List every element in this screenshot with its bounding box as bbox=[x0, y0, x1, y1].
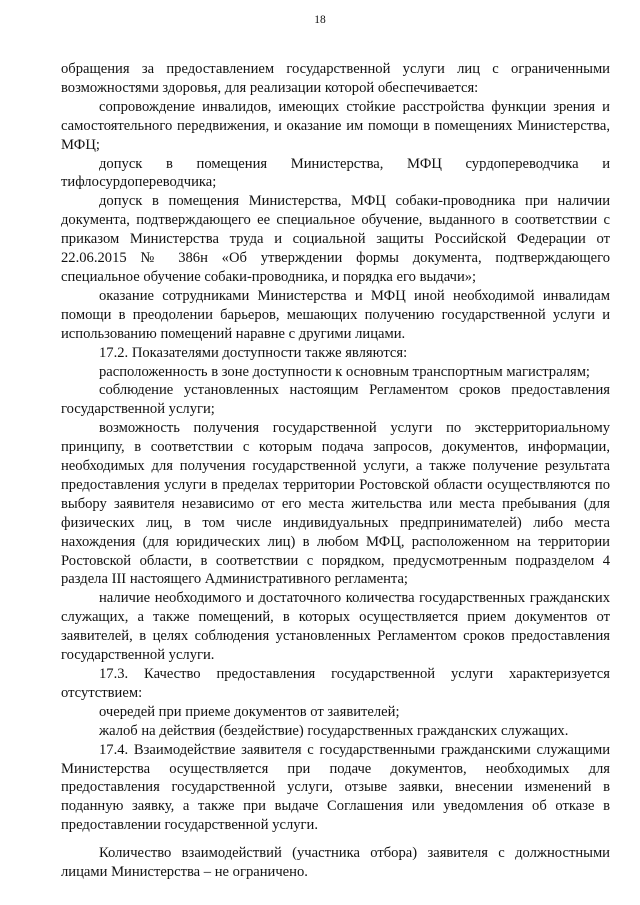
paragraph: сопровождение инвалидов, имеющих стойкие расстройства функции зрения и самостоятельного передвижения, и оказание им помощи в помещениях Министерства, МФЦ; bbox=[61, 98, 610, 153]
paragraph: очередей при приеме документов от заявителей; bbox=[99, 703, 400, 720]
paragraph: оказание сотрудниками Министерства и МФЦ иной необходимой инвалидам помощи в преодолении барьеров, мешающих получению государственной услуги и использованию помещений наравне с другими лицами. bbox=[61, 287, 610, 342]
paragraph: соблюдение установленных настоящим Регламентом сроков предоставления государственной услуги; bbox=[61, 382, 610, 418]
paragraph: наличие необходимого и достаточного количества государственных гражданских служащих, а также помещений, в которых осуществляется прием документов от заявителей, в целях соблюдения установленных Регламентом сроков предоставления государственной услуги. bbox=[61, 590, 610, 664]
paragraph: 17.3. Качество предоставления государственной услуги характеризуется отсутствием: bbox=[61, 666, 610, 701]
document-body bbox=[61, 60, 610, 882]
paragraph: допуск в помещения Министерства, МФЦ сурдопереводчика и тифлосурдопереводчика; bbox=[61, 155, 610, 191]
paragraph: допуск в помещения Министерства, МФЦ собаки-проводника при наличии документа, подтверждающего ее специальное обучение, выданного в соответствии с приказом Министерства труда и социальной защиты Российской Федерации от 22.06.2015 № 386н «Об утверждении формы документа, подтверждающего специальное обучение собаки-проводника, и порядка его выдачи»; bbox=[61, 193, 610, 285]
page-number: 18 bbox=[314, 14, 326, 26]
paragraph: возможность получения государственной услуги по экстерриториальному принципу, в соответствии с которым подача запросов, документов, информации, необходимых для получения государственной услуги, а также получение результата предоставления услуги в пределах территории Ростовской области осуществляются по выбору заявителя независимо от его места жительства или места пребывания (для физических лиц, в том числе индивидуальных предпринимателей) либо места нахождения (для юридических лиц) в любом МФЦ, расположенном на территории Ростовской области, в соответствии с порядком, предусмотренным подразделом 4 раздела III настоящего Административного регламента; bbox=[61, 420, 610, 588]
paragraph: Количество взаимодействий (участника отбора) заявителя с должностными лицами Министерства – не ограничено. bbox=[61, 845, 610, 881]
paragraph: жалоб на действия (бездействие) государственных гражданских служащих. bbox=[99, 722, 569, 739]
paragraph: обращения за предоставлением государственной услуги лиц с ограниченными возможностями здоровья, для реализации которой обеспечивается: bbox=[61, 61, 610, 96]
paragraph: расположенность в зоне доступности к основным транспортным магистралям; bbox=[99, 363, 590, 380]
paragraph: 17.2. Показателями доступности также являются: bbox=[99, 344, 408, 361]
paragraph: 17.4. Взаимодействие заявителя с государственными гражданскими служащими Министерства осуществляется при подаче документов, необходимых для предоставления государственной услуги, отзыве заявки, внесении изменений в поданную заявку, а также при выдаче Соглашения или уведомления об отказе в предоставлении государственной услуги. bbox=[61, 741, 610, 834]
